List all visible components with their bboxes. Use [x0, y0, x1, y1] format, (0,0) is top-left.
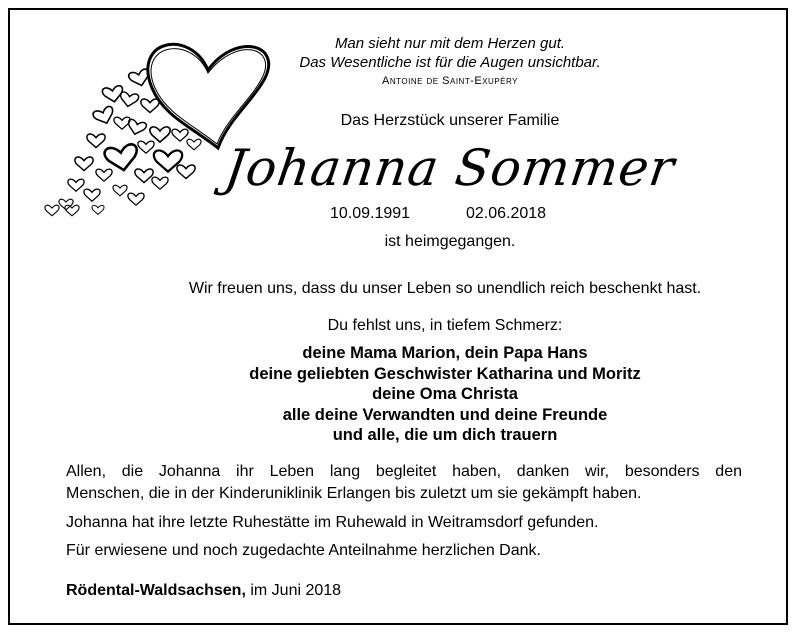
deceased-name: Johanna Sommer: [221, 139, 679, 197]
place-date: im Juni 2018: [245, 582, 342, 599]
mourner-line: und alle, die um dich trauern: [332, 426, 558, 444]
quote-author: Antoine de Saint-Exupéry: [382, 75, 518, 87]
status-line: ist heimgegangen.: [384, 233, 516, 250]
mourners-intro: Du fehlst uns, in tiefem Schmerz:: [327, 317, 563, 334]
quote-line-1: Man sieht nur mit dem Herzen gut.: [334, 35, 566, 52]
thanks-line-1: Allen, die Johanna ihr Leben lang begleitet haben, danken wir, besonders den: [66, 463, 742, 480]
mourner-line: deine Mama Marion, dein Papa Hans: [302, 344, 588, 362]
place-date-line: [66, 580, 742, 602]
intro-line: Das Herzstück unserer Familie: [340, 112, 560, 129]
message-line: Wir freuen uns, dass du unser Leben so unendlich reich beschenkt hast.: [188, 280, 702, 297]
mourner-line: alle deine Verwandten und deine Freunde: [282, 405, 608, 424]
mourners-list: [150, 343, 740, 446]
mourner-line: deine geliebten Geschwister Katharina und Moritz: [249, 364, 641, 383]
small-hearts-icon: [45, 68, 201, 215]
birth-date: 10.09.1991: [330, 205, 411, 222]
place-location: Rödental-Waldsachsen,: [66, 582, 246, 599]
condolence-line: Für erwiesene und noch zugedachte Anteilnahme herzlichen Dank.: [66, 542, 541, 559]
quote-line-2: Das Wesentliche ist für die Augen unsichtbar.: [299, 54, 601, 71]
mourner-line: deine Oma Christa: [372, 385, 518, 403]
death-date: 02.06.2018: [466, 205, 547, 222]
thanks-line-2: Menschen, die in der Kinderuniklinik Erlangen bis zuletzt um sie gekämpft haben.: [66, 485, 642, 502]
burial-line: Johanna hat ihre letzte Ruhestätte im Ruhewald in Weitramsdorf gefunden.: [66, 514, 599, 531]
